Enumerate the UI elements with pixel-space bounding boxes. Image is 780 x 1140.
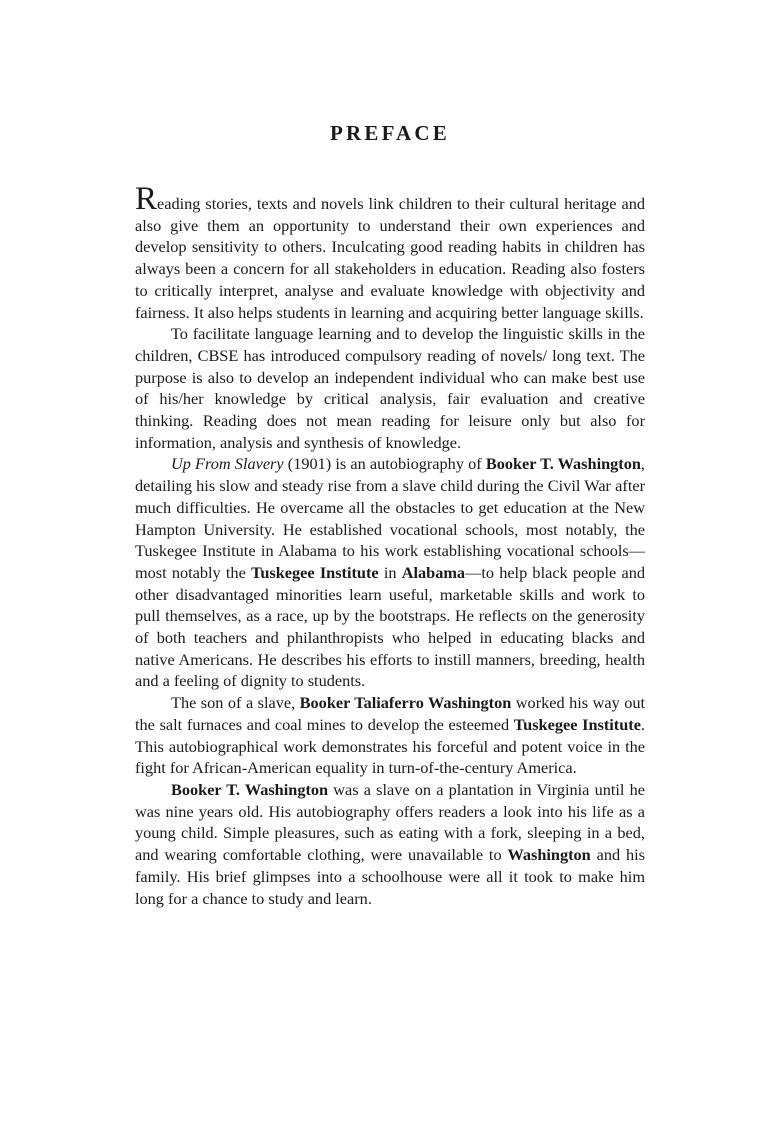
paragraph-3-text-b: , detailing his slow and steady rise from a slave child during the Civil War after much difficulties. He overcame all the obstacles to get education at the New Hampton University. He established vocational schools, most notably, the Tuskegee Institute in Alabama to his work establishing vocational schools—most notably the	[135, 454, 645, 582]
paragraph-4-text-b: worked his way out the salt furnaces and coal mines to develop the esteemed	[135, 693, 646, 734]
paragraph-5-text-a: was a slave on a plantation in Virginia until he was nine years old. His autobiography offers readers a look into his life as a young child. Simple pleasures, such as eating with a fork, sleeping in a bed, and wearing comfortable clothing, were unavailable to	[135, 779, 645, 865]
paragraph-2: To facilitate language learning and to develop the linguistic skills in the children, CBSE has introduced compulsory reading of novels/ long text. The purpose is also to develop an independent individual who can make best use of his/her knowledge by critical analysis, fair evaluation and creative thinking. Reading does not mean reading for leisure only but also for information, analysis and synthesis of knowledge.	[135, 324, 645, 452]
paragraph-3-text-d: —to help black people and other disadvantaged minorities learn useful, marketable skills and work to pull themselves, as a race, up by the bootstraps. He reflects on the generosity of both teachers and philanthropists who helped in educating blacks and native Americans. He describes his efforts to instill manners, breeding, health and a feeling of dignity to students.	[135, 562, 645, 691]
paragraph-4-text-a: The son of a slave,	[171, 693, 300, 713]
paragraph-3-text-a: (1901) is an autobiography of	[283, 454, 486, 474]
paragraph-1	[135, 181, 645, 323]
book-title: Up From Slavery	[171, 454, 284, 474]
page-title: PREFACE	[329, 121, 450, 145]
surname: Washington	[507, 845, 591, 865]
paragraph-5	[135, 779, 645, 909]
paragraph-5-text-b: and his family. His brief glimpses into a schoolhouse were all it took to make him long for a chance to study and learn.	[135, 845, 646, 908]
paragraph-3	[135, 453, 645, 692]
institute-name: Tuskegee Institute	[251, 562, 379, 582]
paragraph-4-text-c: . This autobiographical work demonstrates his forceful and potent voice in the fight for African-American equality in turn-of-the-century America.	[135, 714, 645, 778]
author-name: Booker T. Washington	[171, 779, 329, 799]
author-name: Booker T. Washington	[485, 454, 641, 474]
state-name: Alabama	[401, 562, 466, 582]
paragraph-4	[135, 692, 645, 779]
drop-cap: R	[135, 181, 158, 217]
paragraph-3-text-c: in	[378, 562, 402, 582]
institute-name: Tuskegee Institute	[513, 714, 641, 734]
document-page	[135, 0, 645, 909]
paragraph-1-text: eading stories, texts and novels link children to their cultural heritage and also give them an opportunity to understand their own experiences and develop sensitivity to others. Inculcating good reading habits in children has always been a concern for all stakeholders in education. Reading also fosters to critically interpret, analyse and evaluate knowledge with objectivity and fairness. It also helps students in learning and acquiring better language skills.	[135, 194, 645, 322]
full-author-name: Booker Taliaferro Washington	[299, 693, 512, 713]
preface-body	[135, 181, 646, 909]
